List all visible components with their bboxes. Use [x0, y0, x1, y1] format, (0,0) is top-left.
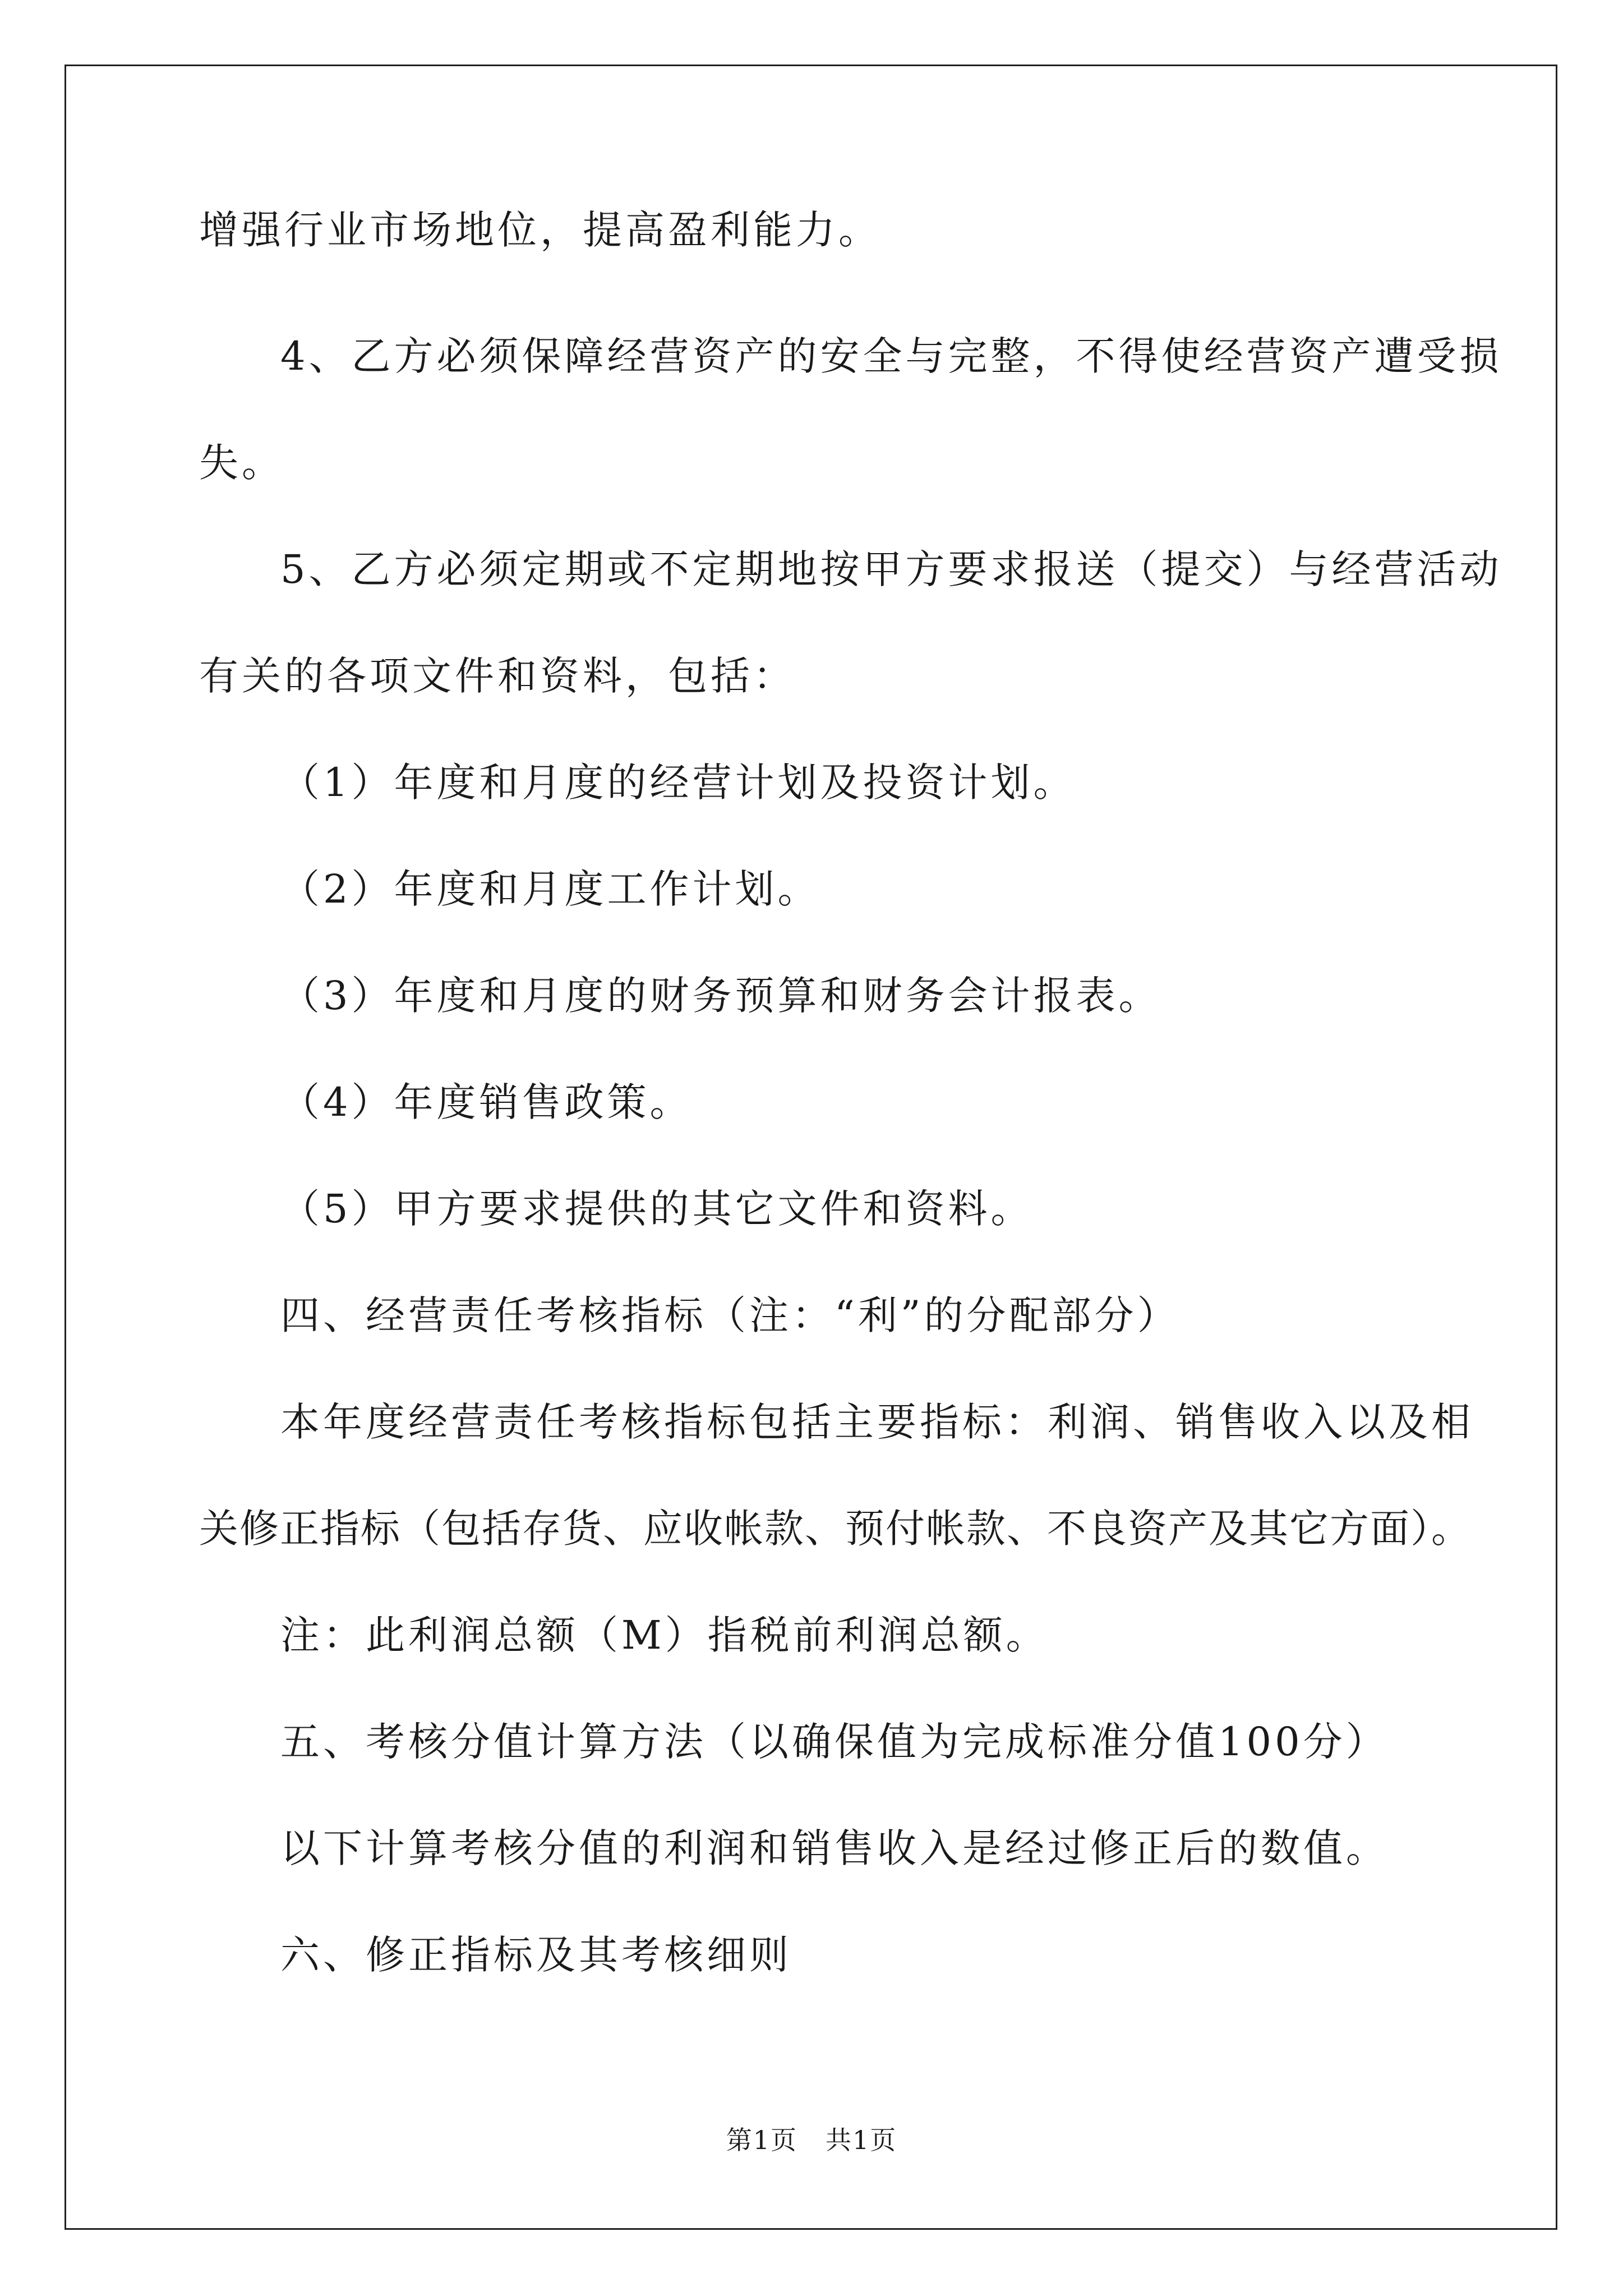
text-line-17: 六、修正指标及其考核细则	[280, 1932, 792, 1978]
text-line-10: （5）甲方要求提供的其它文件和资料。	[280, 1186, 1034, 1232]
page-total: 共1页	[826, 2125, 897, 2155]
text-line-15: 五、考核分值计算方法（以确保值为完成标准分值100分）	[280, 1719, 1389, 1765]
text-line-12: 本年度经营责任考核指标包括主要指标：利润、销售收入以及相	[280, 1399, 1474, 1445]
text-line-13: 关修正指标（包括存货、应收帐款、预付帐款、不良资产及其它方面）。	[199, 1506, 1472, 1552]
text-line-1: 增强行业市场地位，提高盈利能力。	[199, 207, 881, 253]
text-line-5: 有关的各项文件和资料，包括：	[199, 653, 796, 699]
page-border	[64, 65, 1557, 2230]
text-line-11: 四、经营责任考核指标（注：“利”的分配部分）	[280, 1292, 1180, 1338]
text-line-2: 4、乙方必须保障经营资产的安全与完整，不得使经营资产遭受损	[280, 333, 1502, 379]
text-line-8: （3）年度和月度的财务预算和财务会计报表。	[280, 973, 1161, 1019]
text-line-7: （2）年度和月度工作计划。	[280, 866, 820, 912]
text-line-6: （1）年度和月度的经营计划及投资计划。	[280, 760, 1076, 806]
text-line-9: （4）年度销售政策。	[280, 1079, 693, 1125]
page-number: 第1页	[726, 2125, 797, 2155]
page-footer	[0, 2123, 1623, 2157]
text-line-4: 5、乙方必须定期或不定期地按甲方要求报送（提交）与经营活动	[280, 546, 1502, 592]
text-line-16: 以下计算考核分值的利润和销售收入是经过修正后的数值。	[280, 1825, 1389, 1871]
text-line-3: 失。	[199, 440, 284, 486]
text-line-14: 注：此利润总额（M）指税前利润总额。	[280, 1612, 1049, 1658]
